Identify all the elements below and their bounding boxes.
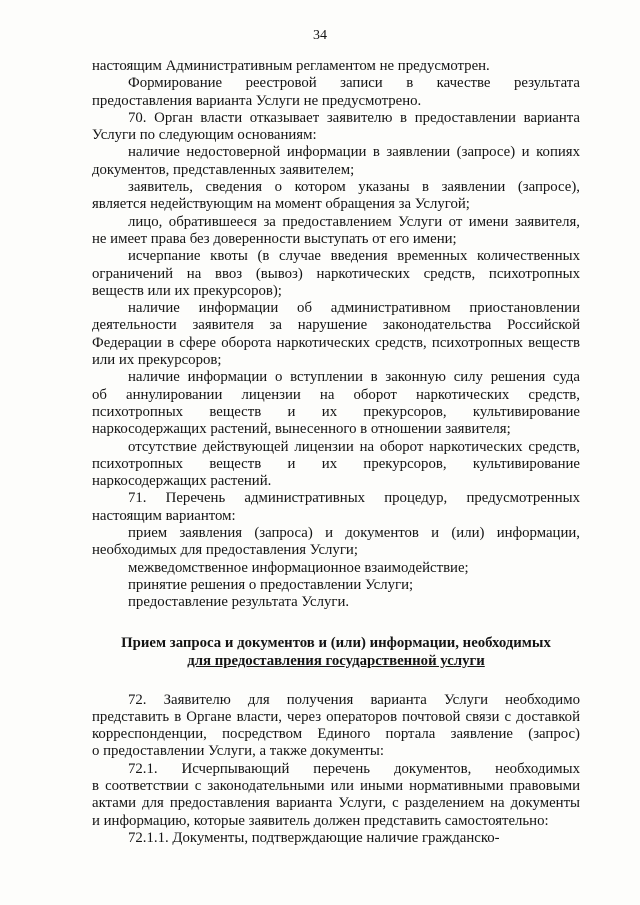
body-bottom <box>92 692 580 848</box>
text-line: деятельности заявителя за нарушение законодательства Российской <box>92 317 580 334</box>
text-line: представить в Органе власти, через операторов почтовой связи с доставкой <box>92 708 580 725</box>
body-top <box>92 58 580 612</box>
text-line: наркосодержащих растений. <box>92 473 272 490</box>
heading-line-1: Прием запроса и документов и (или) информации, необходимых <box>121 634 551 651</box>
text-line: наличие информации о вступлении в законную силу решения суда <box>128 369 580 386</box>
text-line: отсутствие действующей лицензии на оборот наркотических средств, <box>128 438 580 455</box>
text-line: Формирование реестровой записи в качестве результата <box>128 75 580 92</box>
text-line: не имеет права без доверенности выступать от его имени; <box>92 230 457 247</box>
paragraph <box>92 110 580 145</box>
paragraph <box>92 300 580 369</box>
text-line: принятие решения о предоставлении Услуги; <box>128 576 414 593</box>
text-line: 72.1.1. Документы, подтверждающие наличие гражданско- <box>128 829 500 846</box>
text-line: необходимых для предоставления Услуги; <box>92 542 358 559</box>
text-line: заявитель, сведения о котором указаны в заявлении (запросе), <box>128 179 580 196</box>
text-line: исчерпание квоты (в случае введения временных количественных <box>128 248 580 265</box>
text-line: корреспонденции, посредством Единого портала заявление (запрос) <box>92 726 580 743</box>
text-line: об аннулировании лицензии на оборот наркотических средств, <box>92 386 580 403</box>
paragraph <box>92 214 580 249</box>
text-line: 72. Заявителю для получения варианта Услуги необходимо <box>128 691 580 708</box>
text-line: в соответствии с законодательными или иными нормативными правовыми <box>92 777 580 794</box>
text-line: Услуги по следующим основаниям: <box>92 127 317 144</box>
paragraph <box>92 560 580 577</box>
paragraph <box>92 369 580 438</box>
paragraph <box>92 58 580 75</box>
text-line: 70. Орган власти отказывает заявителю в предоставлении варианта <box>128 109 580 126</box>
text-line: наркосодержащих растений, вынесенного в отношении заявителя; <box>92 421 511 438</box>
paragraph <box>92 577 580 594</box>
text-line: ограничений на ввоз (вывоз) наркотических средств, психотропных <box>92 265 580 282</box>
paragraph <box>92 830 580 847</box>
paragraph <box>92 248 580 300</box>
paragraph <box>92 594 580 611</box>
text-line: веществ или их прекурсоров); <box>92 282 282 299</box>
text-line: Федерации в сфере оборота наркотических средств, психотропных веществ <box>92 334 580 351</box>
text-line: психотропных веществ и их прекурсоров, культивирование <box>92 455 580 472</box>
text-line: и информацию, которые заявитель должен представить самостоятельно: <box>92 812 549 829</box>
paragraph <box>92 75 580 110</box>
paragraph <box>92 490 580 525</box>
text-line: настоящим вариантом: <box>92 507 236 524</box>
document-body <box>92 58 580 847</box>
paragraph <box>92 692 580 761</box>
text-line: актами для предоставления варианта Услуги, с разделением на документы <box>92 795 580 812</box>
paragraph <box>92 439 580 491</box>
text-line: предоставление результата Услуги. <box>128 594 350 611</box>
text-line: межведомственное информационное взаимодействие; <box>128 559 469 576</box>
paragraph <box>92 761 580 830</box>
paragraph <box>92 144 580 179</box>
text-line: 71. Перечень административных процедур, предусмотренных <box>128 490 580 507</box>
text-line: прием заявления (запроса) и документов и (или) информации, <box>128 525 580 542</box>
heading-line-2: для предоставления государственной услуги <box>187 652 485 669</box>
text-line: или их прекурсоров; <box>92 352 222 369</box>
text-line: документов, представленных заявителем; <box>92 161 355 178</box>
text-line: является недействующим на момент обращения за Услугой; <box>92 196 470 213</box>
text-line: предоставления варианта Услуги не предусмотрено. <box>92 92 422 109</box>
paragraph <box>92 179 580 214</box>
text-line: о предоставлении Услуги, а также документы: <box>92 743 384 760</box>
text-line: наличие информации об административном приостановлении <box>128 300 580 317</box>
text-line: лицо, обратившееся за предоставлением Услуги от имени заявителя, <box>128 213 580 230</box>
page-number: 34 <box>313 28 327 43</box>
paragraph <box>92 525 580 560</box>
text-line: психотропных веществ и их прекурсоров, культивирование <box>92 403 580 420</box>
text-line: настоящим Административным регламентом не предусмотрен. <box>92 58 490 74</box>
text-line: наличие недостоверной информации в заявлении (запросе) и копиях <box>128 144 580 161</box>
section-heading <box>92 634 580 670</box>
text-line: 72.1. Исчерпывающий перечень документов, необходимых <box>128 760 580 777</box>
